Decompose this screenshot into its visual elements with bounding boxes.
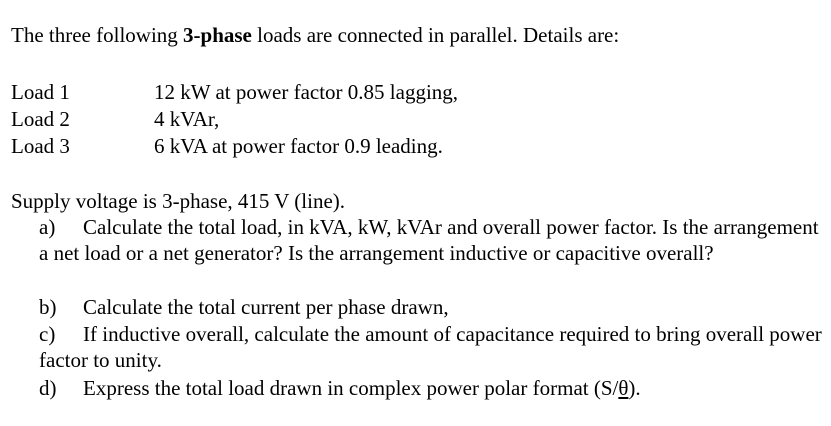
question-b xyxy=(39,295,829,321)
question-a-label: a) xyxy=(39,215,56,239)
load-detail-3: 6 kVA at power factor 0.9 leading. xyxy=(154,134,443,158)
load-detail-2: 4 kVAr, xyxy=(154,107,220,131)
question-c-label: c) xyxy=(39,322,56,346)
load-label-3: Load 3 xyxy=(11,134,70,158)
load-label-2: Load 2 xyxy=(11,107,70,131)
question-c-text: If inductive overall, calculate the amount of capacitance required to bring overall power factor to unity. xyxy=(39,322,822,372)
intro-bold-phrase: 3-phase xyxy=(183,23,252,47)
question-d-text-end: ). xyxy=(628,376,641,400)
question-c xyxy=(39,322,829,373)
intro-sentence xyxy=(11,22,619,49)
question-b-label: b) xyxy=(39,295,57,319)
intro-text-start: The three following xyxy=(11,23,184,47)
theta-symbol: θ xyxy=(618,376,629,400)
question-b-text: Calculate the total current per phase drawn, xyxy=(83,295,449,319)
supply-voltage-statement: Supply voltage is 3-phase, 415 V (line). xyxy=(11,189,346,213)
question-a-text: Calculate the total load, in kVA, kW, kVAr and overall power factor. Is the arrangement a net load or a net generator? Is the arrangement inductive or capacitive overall? xyxy=(39,215,819,265)
question-a xyxy=(39,215,829,266)
load-label-1: Load 1 xyxy=(11,80,70,104)
question-d xyxy=(39,376,829,402)
question-d-label: d) xyxy=(39,376,57,400)
intro-text-end: loads are connected in parallel. Details are: xyxy=(251,23,620,47)
question-d-text: Express the total load drawn in complex power polar format (S/ xyxy=(83,376,619,400)
load-detail-1: 12 kW at power factor 0.85 lagging, xyxy=(154,80,459,104)
